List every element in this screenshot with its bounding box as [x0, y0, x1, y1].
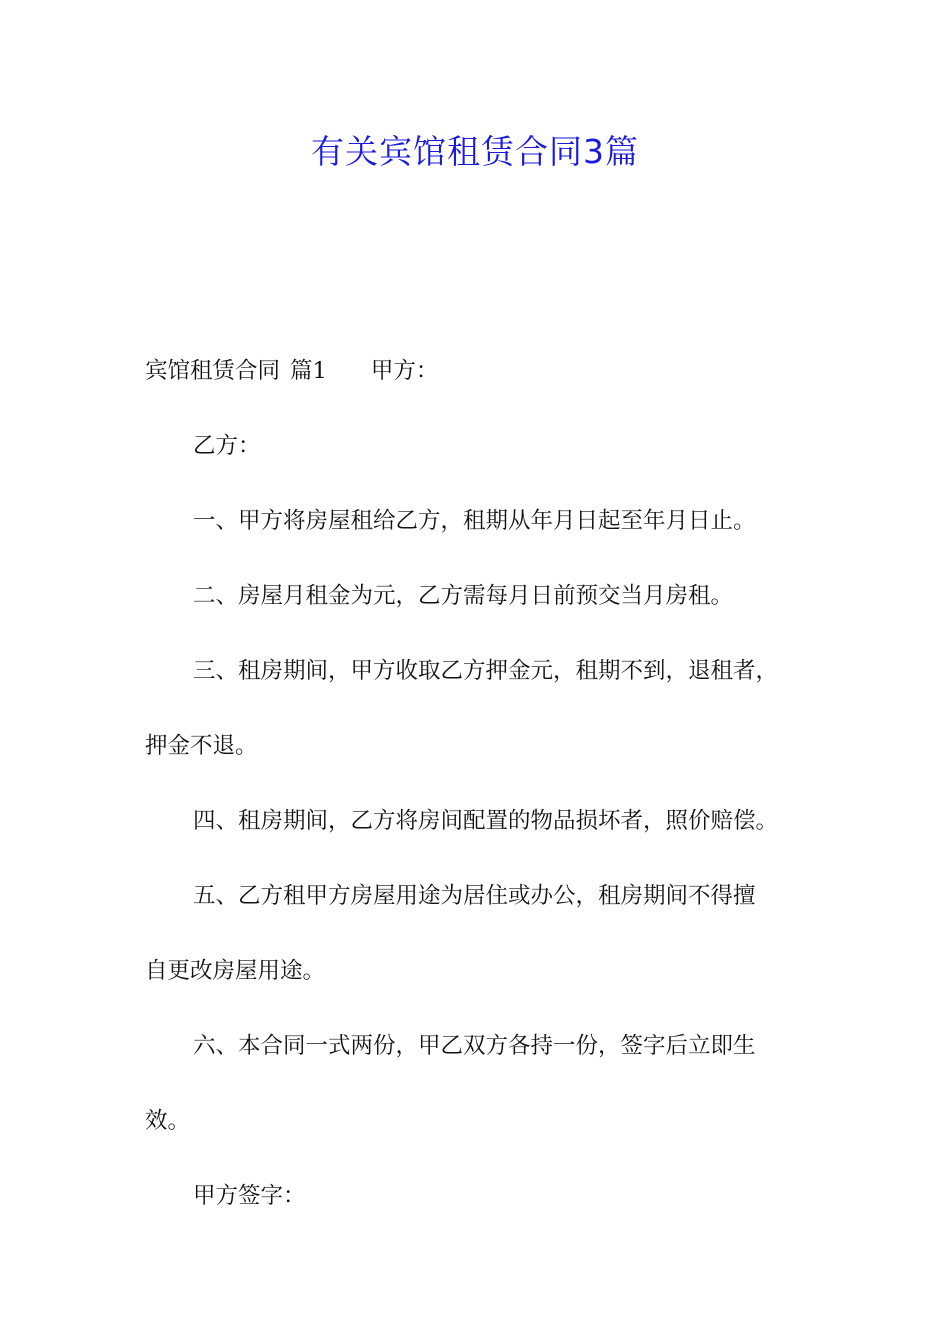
- document-body: [145, 334, 835, 1234]
- contract-heading-part: 篇1: [290, 358, 327, 384]
- clause-1: 一、甲方将房屋租给乙方，租期从年月日起至年月日止。: [193, 508, 756, 534]
- contract-heading-line: [145, 334, 835, 409]
- clause-5-line-1: 五、乙方租甲方房屋用途为居住或办公，租房期间不得擅: [193, 883, 756, 909]
- signature-party-a: 甲方签字：: [193, 1183, 306, 1209]
- party-a-label: 甲方：: [370, 358, 439, 384]
- clause-3-line-2: 押金不退。: [145, 733, 258, 759]
- party-b-label: 乙方：: [193, 433, 261, 459]
- clause-4: 四、租房期间，乙方将房间配置的物品损坏者，照价赔偿。: [193, 808, 779, 834]
- contract-heading-label: 宾馆租赁合同: [145, 358, 281, 384]
- clause-5-line-2: 自更改房屋用途。: [145, 958, 326, 984]
- document-title: 有关宾馆租赁合同3篇: [311, 132, 639, 171]
- clause-2: 二、房屋月租金为元，乙方需每月日前预交当月房租。: [193, 583, 734, 609]
- clause-3-line-1: 三、租房期间，甲方收取乙方押金元，租期不到，退租者，: [193, 658, 779, 684]
- clause-6-line-1: 六、本合同一式两份，甲乙双方各持一份，签字后立即生: [193, 1033, 756, 1059]
- clause-6-line-2: 效。: [145, 1108, 191, 1134]
